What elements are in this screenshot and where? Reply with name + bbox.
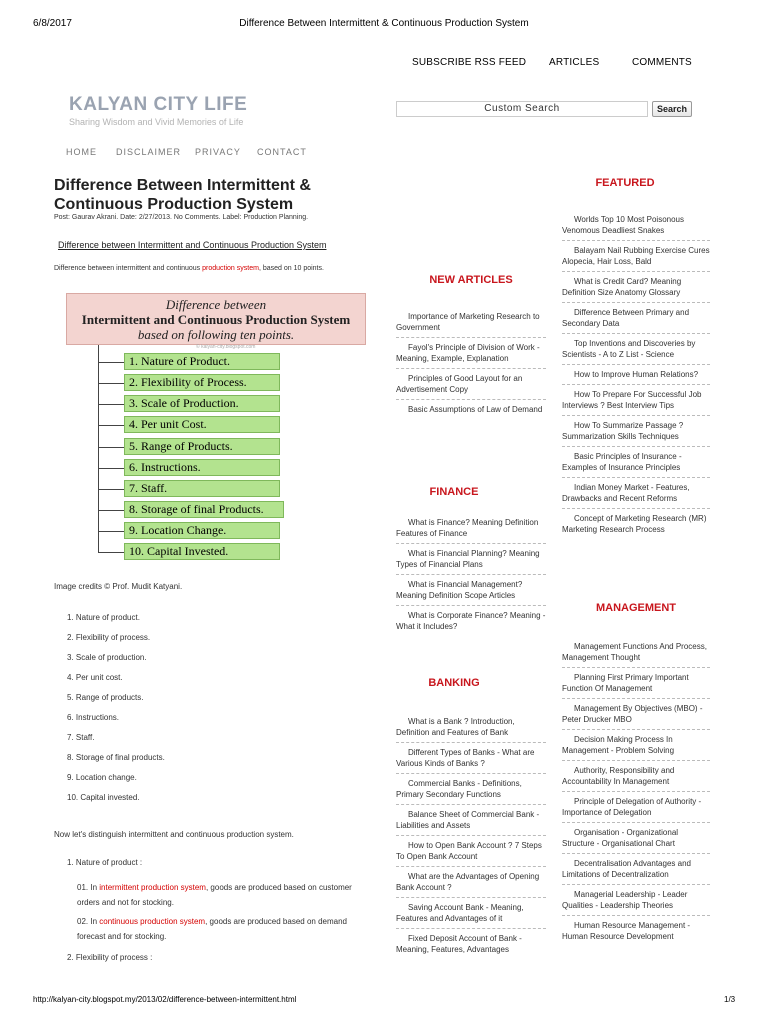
diagram-item: 10. Capital Invested. bbox=[124, 543, 280, 560]
featured-heading: FEATURED bbox=[595, 177, 655, 189]
management-list bbox=[562, 637, 710, 946]
management-heading: MANAGEMENT bbox=[595, 602, 677, 614]
paragraph-1 bbox=[77, 880, 367, 910]
list-item[interactable]: What is Credit Card? Meaning Definition Size Anatomy Glossary bbox=[562, 272, 710, 303]
list-item[interactable]: What is Finance? Meaning Definition Features of Finance bbox=[396, 513, 546, 544]
list-item[interactable]: What is a Bank ? Introduction, Definition and Features of Bank bbox=[396, 712, 546, 743]
diagram-branch bbox=[98, 468, 124, 469]
list-item: 1. Nature of product. bbox=[67, 613, 140, 622]
distinguish-text: Now let's distinguish intermittent and continuous production system. bbox=[54, 830, 294, 839]
list-item[interactable]: What is Corporate Finance? Meaning - What it Includes? bbox=[396, 611, 546, 631]
list-item[interactable]: Saving Account Bank - Meaning, Features and Advantages of it bbox=[396, 898, 546, 929]
diagram-item: 5. Range of Products. bbox=[124, 438, 280, 455]
print-url: http://kalyan-city.blogspot.my/2013/02/difference-between-intermittent.html bbox=[33, 995, 297, 1004]
list-item[interactable]: Worlds Top 10 Most Poisonous Venomous Deadliest Snakes bbox=[562, 210, 710, 241]
nav-home[interactable]: HOME bbox=[66, 147, 97, 157]
list-item: 6. Instructions. bbox=[67, 713, 120, 722]
diagram-line-2: Intermittent and Continuous Production System bbox=[81, 312, 351, 327]
list-item[interactable]: Balayam Nail Rubbing Exercise Cures Alopecia, Hair Loss, Bald bbox=[562, 241, 710, 272]
diagram-connector bbox=[98, 345, 99, 552]
new-articles-list bbox=[396, 307, 546, 419]
diagram-line-3: based on following ten points. bbox=[137, 327, 295, 342]
subscribe-rss-link[interactable]: SUBSCRIBE RSS FEED bbox=[412, 57, 527, 68]
list-item[interactable]: Principles of Good Layout for an Advertisement Copy bbox=[396, 369, 546, 400]
list-item[interactable]: Basic Principles of Insurance - Examples of Insurance Principles bbox=[562, 447, 710, 478]
image-credit: Image credits © Prof. Mudit Katyani. bbox=[54, 582, 183, 591]
list-item[interactable]: Basic Assumptions of Law of Demand bbox=[408, 405, 543, 414]
articles-link[interactable]: ARTICLES bbox=[549, 57, 600, 68]
post-meta: Post: Gaurav Akrani. Date: 2/27/2013. No Comments. Label: Production Planning. bbox=[54, 214, 309, 221]
intermittent-link[interactable]: intermittent production system bbox=[99, 883, 206, 892]
continuous-link[interactable]: continuous production system bbox=[99, 917, 206, 926]
diagram-branch bbox=[98, 447, 124, 448]
list-item[interactable]: Managerial Leadership - Leader Qualities - Leadership Theories bbox=[562, 885, 710, 916]
nav-contact[interactable]: CONTACT bbox=[257, 147, 307, 157]
site-tagline: Sharing Wisdom and Vivid Memories of Life bbox=[69, 117, 244, 127]
list-item: 2. Flexibility of process. bbox=[67, 633, 151, 642]
finance-heading: FINANCE bbox=[429, 486, 479, 498]
p2-post: , goods are produced based on demand forecast and for stocking. bbox=[77, 917, 347, 941]
diagram-branch bbox=[98, 489, 124, 490]
diagram-watermark: © kalyan-city.blogspot.com bbox=[196, 344, 256, 350]
intro-text: Difference between intermittent and continuous bbox=[54, 265, 203, 272]
list-item[interactable]: Principle of Delegation of Authority - Importance of Delegation bbox=[562, 792, 710, 823]
post-title: Difference Between Intermittent & Continuous Production System bbox=[54, 177, 311, 213]
list-item: 9. Location change. bbox=[67, 773, 137, 782]
diagram-header bbox=[66, 293, 366, 345]
post-title-link[interactable]: Difference between Intermittent and Continuous Production System bbox=[58, 240, 327, 250]
list-item: 4. Per unit cost. bbox=[67, 673, 123, 682]
banking-heading: BANKING bbox=[428, 677, 480, 689]
list-item: 5. Range of products. bbox=[67, 693, 144, 702]
comparison-diagram bbox=[66, 293, 366, 565]
list-item[interactable]: Human Resource Management - Human Resource Development bbox=[562, 921, 691, 941]
post-intro bbox=[54, 265, 324, 272]
p1-post: , goods are produced based on customer orders and not for stocking. bbox=[77, 883, 352, 907]
diagram-item: 4. Per unit Cost. bbox=[124, 416, 280, 433]
comments-link[interactable]: COMMENTS bbox=[632, 57, 692, 68]
list-item[interactable]: Top Inventions and Discoveries by Scientists - A to Z List - Science bbox=[562, 334, 710, 365]
list-item[interactable]: Fayol's Principle of Division of Work - Meaning, Example, Explanation bbox=[396, 338, 546, 369]
list-item: 8. Storage of final products. bbox=[67, 753, 165, 762]
paragraph-2 bbox=[77, 914, 367, 944]
diagram-branch bbox=[98, 383, 124, 384]
nav-privacy[interactable]: PRIVACY bbox=[195, 147, 241, 157]
banking-list bbox=[396, 712, 546, 959]
list-item[interactable]: Decision Making Process In Management - Problem Solving bbox=[562, 730, 710, 761]
list-item[interactable]: What is Financial Management? Meaning Definition Scope Articles bbox=[396, 575, 546, 606]
search-button[interactable]: Search bbox=[652, 101, 692, 117]
list-item[interactable]: Commercial Banks - Definitions, Primary Secondary Functions bbox=[396, 774, 546, 805]
diagram-item: 1. Nature of Product. bbox=[124, 353, 280, 370]
search-input[interactable]: Custom Search bbox=[396, 101, 648, 117]
list-item[interactable]: Planning First Primary Important Function Of Management bbox=[562, 668, 710, 699]
list-item[interactable]: Management Functions And Process, Management Thought bbox=[562, 637, 710, 668]
list-item: 7. Staff. bbox=[67, 733, 95, 742]
diagram-item: 3. Scale of Production. bbox=[124, 395, 280, 412]
p1-pre: 01. In bbox=[77, 883, 100, 892]
list-item: 10. Capital invested. bbox=[67, 793, 140, 802]
diagram-branch bbox=[98, 531, 124, 532]
list-item[interactable]: Organisation - Organizational Structure - Organisational Chart bbox=[562, 823, 710, 854]
print-title: Difference Between Intermittent & Continuous Production System bbox=[239, 18, 529, 29]
diagram-line-1: Difference between bbox=[165, 297, 267, 312]
list-item[interactable]: How to Improve Human Relations? bbox=[562, 365, 710, 385]
diagram-branch bbox=[98, 404, 124, 405]
list-item[interactable]: Authority, Responsibility and Accountability In Management bbox=[562, 761, 710, 792]
list-item[interactable]: Decentralisation Advantages and Limitations of Decentralization bbox=[562, 854, 710, 885]
list-item[interactable]: Concept of Marketing Research (MR) Marketing Research Process bbox=[562, 514, 707, 534]
print-date: 6/8/2017 bbox=[33, 18, 72, 29]
list-item[interactable]: How To Summarize Passage ? Summarization Skills Techniques bbox=[562, 416, 710, 447]
flexibility-heading: 2. Flexibility of process : bbox=[67, 953, 153, 962]
diagram-branch bbox=[98, 510, 124, 511]
diagram-item: 7. Staff. bbox=[124, 480, 280, 497]
diagram-branch bbox=[98, 552, 124, 553]
list-item[interactable]: Management By Objectives (MBO) - Peter Drucker MBO bbox=[562, 699, 710, 730]
list-item[interactable]: What are the Advantages of Opening Bank Account ? bbox=[396, 867, 546, 898]
site-logo[interactable]: KALYAN CITY LIFE bbox=[69, 94, 248, 115]
diagram-item: 9. Location Change. bbox=[124, 522, 280, 539]
diagram-item: 6. Instructions. bbox=[124, 459, 280, 476]
list-item[interactable]: Fixed Deposit Account of Bank - Meaning, Features, Advantages bbox=[396, 934, 522, 954]
list-item[interactable]: Different Types of Banks - What are Various Kinds of Banks ? bbox=[396, 743, 546, 774]
list-item[interactable]: Importance of Marketing Research to Government bbox=[396, 307, 546, 338]
p2-pre: 02. In bbox=[77, 917, 100, 926]
list-item[interactable]: Indian Money Market - Features, Drawbacks and Recent Reforms bbox=[562, 478, 710, 509]
list-item[interactable]: Balance Sheet of Commercial Bank - Liabilities and Assets bbox=[396, 805, 546, 836]
new-articles-heading: NEW ARTICLES bbox=[429, 274, 513, 286]
diagram-branch bbox=[98, 362, 124, 363]
points-list bbox=[67, 608, 165, 808]
production-system-link[interactable]: production system bbox=[202, 265, 259, 272]
list-item[interactable]: How to Open Bank Account ? 7 Steps To Open Bank Account bbox=[396, 836, 546, 867]
list-item[interactable]: How To Prepare For Successful Job Interviews ? Best Interview Tips bbox=[562, 385, 710, 416]
list-item: 3. Scale of production. bbox=[67, 653, 147, 662]
list-item[interactable]: Difference Between Primary and Secondary Data bbox=[562, 303, 710, 334]
nav-disclaimer[interactable]: DISCLAIMER bbox=[116, 147, 182, 157]
intro-text-end: , based on 10 points. bbox=[258, 265, 324, 272]
diagram-branch bbox=[98, 425, 124, 426]
diagram-item: 2. Flexibility of Process. bbox=[124, 374, 280, 391]
featured-list bbox=[562, 210, 710, 539]
nature-heading: 1. Nature of product : bbox=[67, 858, 143, 867]
print-page-number: 1/3 bbox=[724, 995, 736, 1004]
diagram-item: 8. Storage of final Products. bbox=[124, 501, 284, 518]
list-item[interactable]: What is Financial Planning? Meaning Types of Financial Plans bbox=[396, 544, 546, 575]
finance-list bbox=[396, 513, 546, 636]
